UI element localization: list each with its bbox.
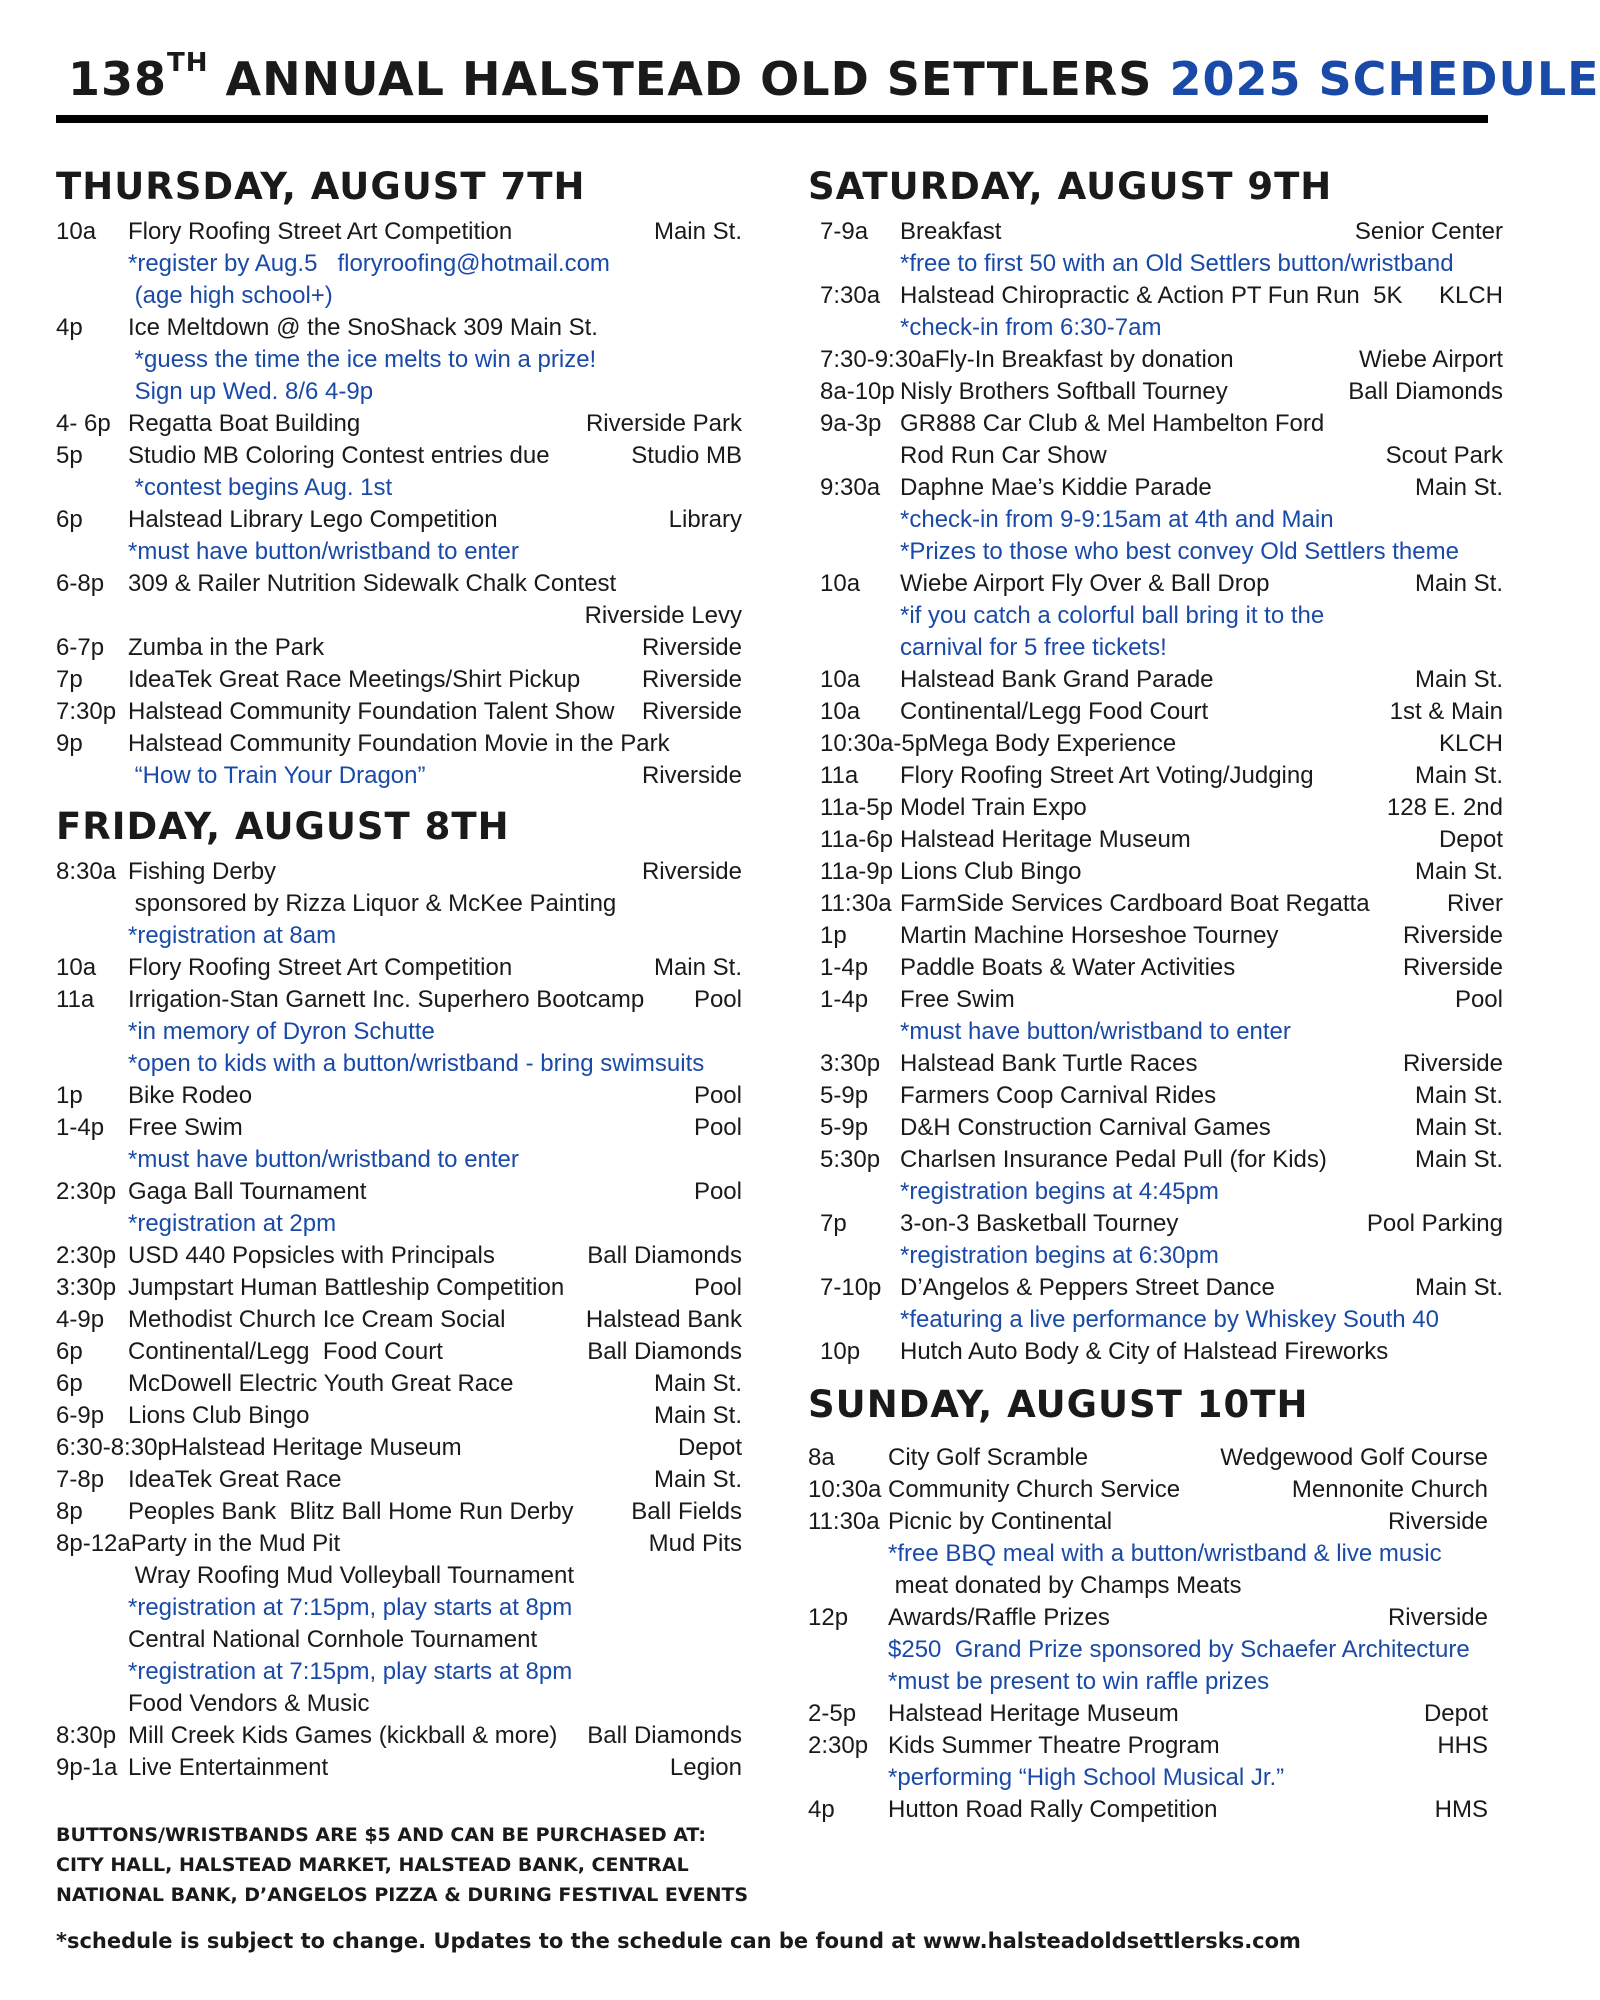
- schedule-row: [56, 600, 742, 632]
- event-time: 2:30p: [56, 1242, 117, 1269]
- event-location: Riverside: [1402, 954, 1503, 981]
- event-time: 1p: [820, 922, 847, 949]
- title-rule: [56, 115, 1488, 123]
- event-location: Main St.: [1414, 666, 1503, 693]
- schedule-row: [56, 1176, 742, 1208]
- event-location: Riverside: [641, 634, 742, 661]
- event-name: Party in the Mud Pit: [130, 1530, 341, 1557]
- schedule-row: [56, 312, 742, 344]
- event-location: 1st & Main: [1389, 698, 1503, 725]
- event-location: Main St.: [1414, 474, 1503, 501]
- event-name: Jumpstart Human Battleship Competition: [128, 1274, 565, 1301]
- event-time: 9:30a: [820, 474, 881, 501]
- schedule-row: [820, 1144, 1503, 1176]
- event-time: 8a: [808, 1444, 835, 1471]
- event-note: *registration at 7:15pm, play starts at 8pm: [128, 1658, 573, 1685]
- event-location: Scout Park: [1385, 442, 1503, 469]
- event-note: *Prizes to those who best convey Old Settlers theme: [900, 538, 1459, 565]
- event-name: Community Church Service: [888, 1476, 1181, 1503]
- schedule-row: [56, 632, 742, 664]
- event-location: Legion: [669, 1754, 742, 1781]
- title-number: 138: [68, 52, 168, 106]
- event-time: 11a-5p: [820, 794, 893, 821]
- event-location: Pool: [1454, 986, 1503, 1013]
- event-location: Riverside: [641, 666, 742, 693]
- event-time: 10:30a: [808, 1476, 882, 1503]
- event-time: 6:30-8:30p: [56, 1434, 171, 1461]
- schedule-row: [820, 984, 1503, 1016]
- event-name: Fishing Derby: [128, 858, 277, 885]
- event-note: *guess the time the ice melts to win a prize!: [128, 346, 597, 373]
- event-note: (age high school+): [128, 282, 333, 309]
- event-note: *in memory of Dyron Schutte: [128, 1018, 435, 1045]
- event-time: 5-9p: [820, 1082, 869, 1109]
- schedule-row: [820, 216, 1503, 248]
- schedule-row: [56, 664, 742, 696]
- event-name: D&H Construction Carnival Games: [900, 1114, 1271, 1141]
- event-name: Halstead Heritage Museum: [888, 1700, 1179, 1727]
- event-location: Wiebe Airport: [1358, 346, 1503, 373]
- event-note: *must be present to win raffle prizes: [888, 1668, 1270, 1695]
- event-name: Lions Club Bingo: [900, 858, 1082, 885]
- schedule-disclaimer: *schedule is subject to change. Updates to the schedule can be found at www.halsteadoldsettlersks.com: [56, 1929, 1301, 1953]
- event-name: Free Swim: [128, 1114, 243, 1141]
- schedule-row: [56, 1272, 742, 1304]
- event-name: Lions Club Bingo: [128, 1402, 310, 1429]
- event-note: *registration at 8am: [128, 922, 337, 949]
- event-time: 8a-10p: [820, 378, 895, 405]
- event-time: 11a-9p: [820, 858, 893, 885]
- event-name: Flory Roofing Street Art Competition: [128, 954, 513, 981]
- schedule-row: [56, 1336, 742, 1368]
- event-name: USD 440 Popsicles with Principals: [128, 1242, 495, 1269]
- event-name: Rod Run Car Show: [900, 442, 1107, 469]
- schedule-row: [820, 280, 1503, 312]
- event-location: KLCH: [1438, 730, 1503, 757]
- event-time: 1-4p: [820, 954, 869, 981]
- event-time: 7:30p: [56, 698, 117, 725]
- event-time: 4- 6p: [56, 410, 111, 437]
- schedule-row: [820, 728, 1503, 760]
- event-name: FarmSide Services Cardboard Boat Regatta: [900, 890, 1370, 917]
- event-name: Regatta Boat Building: [128, 410, 361, 437]
- schedule-row: [56, 408, 742, 440]
- event-location: Main St.: [1414, 1146, 1503, 1173]
- event-name: Flory Roofing Street Art Voting/Judging: [900, 762, 1314, 789]
- event-name: Wiebe Airport Fly Over & Ball Drop: [900, 570, 1270, 597]
- event-location: Ball Diamonds: [1348, 378, 1503, 405]
- event-note: *performing “High School Musical Jr.”: [888, 1764, 1285, 1791]
- event-time: 7:30-9:30a: [820, 346, 935, 373]
- event-location: Main St.: [653, 1370, 742, 1397]
- event-location: 128 E. 2nd: [1386, 794, 1503, 821]
- event-time: 11:30a: [820, 890, 892, 917]
- schedule-row: [820, 664, 1503, 696]
- event-note: *register by Aug.5 floryroofing@hotmail.com: [128, 250, 610, 277]
- event-name: Kids Summer Theatre Program: [888, 1732, 1220, 1759]
- event-note: *if you catch a colorful ball bring it to the: [900, 602, 1325, 629]
- schedule-row: [56, 696, 742, 728]
- event-name: Mega Body Experience: [928, 730, 1177, 757]
- schedule-row: [56, 216, 742, 248]
- event-time: 6-8p: [56, 570, 105, 597]
- event-location: Riverside: [1402, 922, 1503, 949]
- event-location: Main St.: [1414, 1114, 1503, 1141]
- event-time: 10p: [820, 1338, 861, 1365]
- event-detail: sponsored by Rizza Liquor & McKee Painting: [128, 890, 617, 917]
- event-location: Studio MB: [631, 442, 742, 469]
- event-name: 309 & Railer Nutrition Sidewalk Chalk Contest: [128, 570, 617, 597]
- event-time: 8p: [56, 1498, 83, 1525]
- schedule-row: [56, 1496, 742, 1528]
- buttons-info: [56, 1820, 756, 1910]
- schedule-row: [56, 1528, 742, 1560]
- event-location: Riverside Levy: [584, 602, 742, 629]
- buttons-info-line: BUTTONS/WRISTBANDS ARE $5 AND CAN BE PURCHASED AT:: [56, 1824, 706, 1846]
- event-name: Bike Rodeo: [128, 1082, 253, 1109]
- event-note: Sign up Wed. 8/6 4-9p: [128, 378, 374, 405]
- event-location: Library: [668, 506, 742, 533]
- event-name: Studio MB Coloring Contest entries due: [128, 442, 550, 469]
- schedule-row: [820, 1112, 1503, 1144]
- schedule-row: [56, 440, 742, 472]
- event-name: IdeaTek Great Race Meetings/Shirt Pickup: [128, 666, 581, 693]
- event-location: Main St.: [1414, 1082, 1503, 1109]
- event-name: 3-on-3 Basketball Tourney: [900, 1210, 1179, 1237]
- right-column: [808, 158, 1503, 1368]
- event-time: 3:30p: [820, 1050, 881, 1077]
- event-time: 9a-3p: [820, 410, 882, 437]
- schedule-row: [820, 1048, 1503, 1080]
- event-time: 8p-12a: [56, 1530, 131, 1557]
- event-location: Senior Center: [1354, 218, 1503, 245]
- event-name: Halstead Library Lego Competition: [128, 506, 498, 533]
- event-time: 8:30p: [56, 1722, 117, 1749]
- schedule-row: [56, 1240, 742, 1272]
- event-note: *featuring a live performance by Whiskey South 40: [900, 1306, 1439, 1333]
- event-name: Halstead Bank Grand Parade: [900, 666, 1214, 693]
- event-name: Awards/Raffle Prizes: [888, 1604, 1110, 1631]
- event-location: Depot: [1438, 826, 1503, 853]
- schedule-row: [820, 408, 1503, 440]
- event-time: 11a: [56, 986, 95, 1013]
- schedule-row: [820, 1336, 1503, 1368]
- event-name: Free Swim: [900, 986, 1015, 1013]
- event-location: Mennonite Church: [1291, 1476, 1488, 1503]
- event-time: 11:30a: [808, 1508, 880, 1535]
- event-name: Hutton Road Rally Competition: [888, 1796, 1218, 1823]
- event-location: Riverside: [641, 698, 742, 725]
- event-location: Depot: [1423, 1700, 1488, 1727]
- event-time: 6p: [56, 1370, 83, 1397]
- schedule-row: [56, 1752, 742, 1784]
- event-name: Halstead Heritage Museum: [170, 1434, 462, 1461]
- schedule-row: [56, 1432, 742, 1464]
- schedule-row: [808, 1442, 1488, 1474]
- event-location: Riverside: [641, 858, 742, 885]
- schedule-row: [820, 920, 1503, 952]
- event-note: *registration begins at 6:30pm: [900, 1242, 1219, 1269]
- schedule-row: [820, 952, 1503, 984]
- day-heading-friday: FRIDAY, AUGUST 8TH: [56, 805, 510, 848]
- schedule-row: [56, 1720, 742, 1752]
- event-note: *registration at 7:15pm, play starts at 8pm: [128, 1594, 573, 1621]
- event-location: Riverside: [1387, 1604, 1488, 1631]
- event-location: Main St.: [653, 1402, 742, 1429]
- event-location: Main St.: [653, 954, 742, 981]
- event-detail: Wray Roofing Mud Volleyball Tournament: [128, 1562, 575, 1589]
- schedule-row: [820, 1272, 1503, 1304]
- event-location: Main St.: [1414, 570, 1503, 597]
- event-name: McDowell Electric Youth Great Race: [128, 1370, 514, 1397]
- event-location: Mud Pits: [648, 1530, 742, 1557]
- event-note: *check-in from 6:30-7am: [900, 314, 1162, 341]
- event-location: Main St.: [1414, 858, 1503, 885]
- event-name: Hutch Auto Body & City of Halstead Fireworks: [900, 1338, 1389, 1365]
- schedule-row: [820, 1080, 1503, 1112]
- schedule-row: [820, 472, 1503, 504]
- event-time: 7-9a: [820, 218, 869, 245]
- event-time: 10:30a-5p: [820, 730, 929, 757]
- schedule-row: [808, 1730, 1488, 1762]
- event-location: Pool: [693, 1178, 742, 1205]
- event-time: 7p: [56, 666, 83, 693]
- event-name: Mill Creek Kids Games (kickball & more): [128, 1722, 558, 1749]
- title-accent: 2025 SCHEDULE: [1169, 52, 1600, 106]
- event-name: D’Angelos & Peppers Street Dance: [900, 1274, 1275, 1301]
- event-time: 10a: [820, 666, 861, 693]
- event-name: Halstead Chiropractic & Action PT Fun Run 5K: [900, 282, 1403, 309]
- schedule-row: [820, 344, 1503, 376]
- event-name: Continental/Legg Food Court: [900, 698, 1209, 725]
- event-note: *registration begins at 4:45pm: [900, 1178, 1219, 1205]
- event-location: Halstead Bank: [585, 1306, 742, 1333]
- event-time: 4p: [56, 314, 83, 341]
- event-name: Fly-In Breakfast by donation: [934, 346, 1234, 373]
- schedule-row: [56, 568, 742, 600]
- event-name: Ice Meltdown @ the SnoShack 309 Main St.: [128, 314, 598, 341]
- event-location: Pool: [693, 1114, 742, 1141]
- event-time: 9p: [56, 730, 83, 757]
- event-time: 6-9p: [56, 1402, 105, 1429]
- event-time: 3:30p: [56, 1274, 117, 1301]
- event-time: 7-10p: [820, 1274, 882, 1301]
- event-name: Peoples Bank Blitz Ball Home Run Derby: [128, 1498, 574, 1525]
- schedule-row: [56, 1400, 742, 1432]
- event-note: *contest begins Aug. 1st: [128, 474, 393, 501]
- event-time: 6-7p: [56, 634, 105, 661]
- event-note: *free to first 50 with an Old Settlers button/wristband: [900, 250, 1454, 277]
- event-detail: meat donated by Champs Meats: [888, 1572, 1242, 1599]
- schedule-row: [808, 1506, 1488, 1538]
- event-location: Pool: [693, 986, 742, 1013]
- event-time: 5:30p: [820, 1146, 881, 1173]
- schedule-row: [56, 1304, 742, 1336]
- page-title: [68, 48, 1600, 106]
- title-suffix: TH: [167, 48, 209, 78]
- event-name: Zumba in the Park: [128, 634, 325, 661]
- schedule-row: [808, 1602, 1488, 1634]
- event-time: 8:30a: [56, 858, 117, 885]
- event-location: Main St.: [1414, 762, 1503, 789]
- event-time: 4-9p: [56, 1306, 105, 1333]
- event-location: Main St.: [1414, 1274, 1503, 1301]
- event-time: 9p-1a: [56, 1754, 118, 1781]
- schedule-row: [56, 1464, 742, 1496]
- event-location: HHS: [1437, 1732, 1488, 1759]
- day-heading-saturday: SATURDAY, AUGUST 9TH: [808, 165, 1333, 208]
- event-time: 6p: [56, 506, 83, 533]
- event-time: 7-8p: [56, 1466, 105, 1493]
- event-name: Charlsen Insurance Pedal Pull (for Kids): [900, 1146, 1327, 1173]
- event-location: Wedgewood Golf Course: [1220, 1444, 1488, 1471]
- event-name: Continental/Legg Food Court: [128, 1338, 443, 1365]
- event-location: Ball Diamonds: [587, 1722, 742, 1749]
- left-column: [56, 158, 742, 1784]
- sunday-list: [808, 1442, 1488, 1826]
- schedule-row: [820, 376, 1503, 408]
- event-location: Main St.: [653, 218, 742, 245]
- event-detail: Food Vendors & Music: [128, 1690, 370, 1717]
- event-time: 2-5p: [808, 1700, 857, 1727]
- title-main: ANNUAL HALSTEAD OLD SETTLERS: [208, 52, 1170, 106]
- event-note: *must have button/wristband to enter: [128, 538, 519, 565]
- event-name: Flory Roofing Street Art Competition: [128, 218, 513, 245]
- event-time: 10a: [820, 698, 861, 725]
- schedule-row: [808, 1794, 1488, 1826]
- event-name: “How to Train Your Dragon”: [128, 762, 426, 789]
- event-location: Depot: [677, 1434, 742, 1461]
- event-name: Methodist Church Ice Cream Social: [128, 1306, 506, 1333]
- event-time: 11a-6p: [820, 826, 893, 853]
- event-name: Nisly Brothers Softball Tourney: [900, 378, 1228, 405]
- event-time: 1-4p: [56, 1114, 105, 1141]
- schedule-row: [56, 952, 742, 984]
- event-location: Ball Diamonds: [587, 1338, 742, 1365]
- schedule-row: [56, 1112, 742, 1144]
- schedule-row: [56, 504, 742, 536]
- friday-list: [56, 856, 742, 1784]
- event-note: *must have button/wristband to enter: [900, 1018, 1291, 1045]
- event-time: 10a: [56, 954, 97, 981]
- event-location: Pool Parking: [1366, 1210, 1503, 1237]
- event-location: Pool: [693, 1274, 742, 1301]
- schedule-row: [820, 824, 1503, 856]
- event-time: 10a: [56, 218, 97, 245]
- schedule-row: [820, 568, 1503, 600]
- event-name: City Golf Scramble: [888, 1444, 1089, 1471]
- schedule-row: [820, 696, 1503, 728]
- event-name: Live Entertainment: [128, 1754, 329, 1781]
- event-time: 7p: [820, 1210, 847, 1237]
- buttons-info-line: CITY HALL, HALSTEAD MARKET, HALSTEAD BANK, CENTRAL: [56, 1854, 689, 1876]
- event-note: *check-in from 9-9:15am at 4th and Main: [900, 506, 1334, 533]
- event-name: Halstead Community Foundation Talent Show: [128, 698, 615, 725]
- event-location: HMS: [1434, 1796, 1488, 1823]
- event-time: 5-9p: [820, 1114, 869, 1141]
- event-location: Pool: [693, 1082, 742, 1109]
- event-time: 10a: [820, 570, 861, 597]
- schedule-row: [56, 1368, 742, 1400]
- event-location: Riverside: [1387, 1508, 1488, 1535]
- event-name: Martin Machine Horseshoe Tourney: [900, 922, 1279, 949]
- event-name: GR888 Car Club & Mel Hambelton Ford: [900, 410, 1325, 437]
- schedule-row: [56, 1080, 742, 1112]
- event-name: Halstead Community Foundation Movie in the Park: [128, 730, 670, 757]
- event-note: carnival for 5 free tickets!: [900, 634, 1167, 661]
- event-name: Farmers Coop Carnival Rides: [900, 1082, 1217, 1109]
- event-note: *registration at 2pm: [128, 1210, 337, 1237]
- schedule-row: [820, 760, 1503, 792]
- event-note: *open to kids with a button/wristband - bring swimsuits: [128, 1050, 705, 1077]
- sunday-section: [808, 1376, 1488, 1826]
- schedule-row: [820, 888, 1503, 920]
- schedule-row: [56, 760, 742, 792]
- schedule-row: [820, 792, 1503, 824]
- event-name: Irrigation-Stan Garnett Inc. Superhero Bootcamp: [128, 986, 645, 1013]
- schedule-row: [808, 1698, 1488, 1730]
- event-note: $250 Grand Prize sponsored by Schaefer Architecture: [888, 1636, 1470, 1663]
- event-time: 2:30p: [808, 1732, 869, 1759]
- event-note: *must have button/wristband to enter: [128, 1146, 519, 1173]
- event-time: 1-4p: [820, 986, 869, 1013]
- event-location: Riverside: [641, 762, 742, 789]
- event-location: Ball Fields: [631, 1498, 742, 1525]
- event-name: IdeaTek Great Race: [128, 1466, 342, 1493]
- event-time: 12p: [808, 1604, 849, 1631]
- event-time: 4p: [808, 1796, 835, 1823]
- schedule-row: [808, 1474, 1488, 1506]
- event-time: 2:30p: [56, 1178, 117, 1205]
- day-heading-sunday: SUNDAY, AUGUST 10TH: [808, 1383, 1309, 1426]
- event-name: Breakfast: [900, 218, 1002, 245]
- event-location: River: [1446, 890, 1503, 917]
- event-name: Picnic by Continental: [888, 1508, 1113, 1535]
- event-name: Gaga Ball Tournament: [128, 1178, 367, 1205]
- saturday-list: [808, 216, 1503, 1368]
- event-location: KLCH: [1438, 282, 1503, 309]
- schedule-row: [820, 1208, 1503, 1240]
- schedule-row: [820, 856, 1503, 888]
- event-name: Halstead Heritage Museum: [900, 826, 1191, 853]
- event-time: 7:30a: [820, 282, 881, 309]
- event-time: 1p: [56, 1082, 83, 1109]
- event-time: 6p: [56, 1338, 83, 1365]
- thursday-list: [56, 216, 742, 792]
- event-name: Daphne Mae’s Kiddie Parade: [900, 474, 1212, 501]
- event-name: Halstead Bank Turtle Races: [900, 1050, 1198, 1077]
- schedule-row: [56, 728, 742, 760]
- schedule-row: [820, 440, 1503, 472]
- event-detail: Central National Cornhole Tournament: [128, 1626, 538, 1653]
- schedule-row: [56, 984, 742, 1016]
- schedule-row: [56, 856, 742, 888]
- day-heading-thursday: THURSDAY, AUGUST 7TH: [56, 165, 586, 208]
- event-name: Paddle Boats & Water Activities: [900, 954, 1236, 981]
- event-location: Ball Diamonds: [587, 1242, 742, 1269]
- event-location: Riverside Park: [585, 410, 742, 437]
- event-location: Main St.: [653, 1466, 742, 1493]
- event-time: 5p: [56, 442, 83, 469]
- event-note: *free BBQ meal with a button/wristband & live music: [888, 1540, 1442, 1567]
- event-location: Riverside: [1402, 1050, 1503, 1077]
- event-name: Model Train Expo: [900, 794, 1087, 821]
- buttons-info-line: NATIONAL BANK, D’ANGELOS PIZZA & DURING FESTIVAL EVENTS: [56, 1884, 749, 1906]
- event-time: 11a: [820, 762, 859, 789]
